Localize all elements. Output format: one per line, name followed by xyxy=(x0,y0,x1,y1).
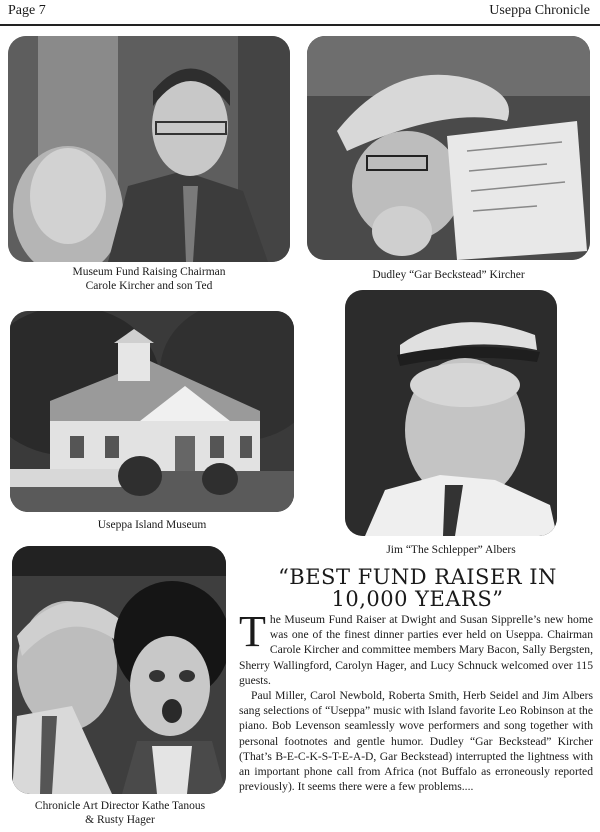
caption-photo-dudley-kircher: Dudley “Gar Beckstead” Kircher xyxy=(372,269,525,281)
caption-line: Museum Fund Raising Chairman xyxy=(72,266,226,278)
photo-carole-and-ted xyxy=(8,36,290,262)
photo-useppa-island-museum xyxy=(10,311,294,512)
photo-kathe-tanous-and-rusty-hager xyxy=(12,546,226,794)
page-number: Page 7 xyxy=(8,3,46,18)
headline-line: 10,000 YEARS” xyxy=(331,587,504,611)
header-rule xyxy=(0,24,600,26)
caption-photo-useppa-island-museum: Useppa Island Museum xyxy=(97,519,207,531)
photo-dudley-kircher xyxy=(307,36,590,260)
article-paragraph xyxy=(239,607,593,688)
caption-line: Carole Kircher and son Ted xyxy=(85,280,213,292)
drop-cap: T xyxy=(239,607,266,656)
caption-line: & Rusty Hager xyxy=(85,814,155,826)
article-headline xyxy=(240,566,595,610)
headline-line: “BEST FUND RAISER IN xyxy=(278,565,557,589)
caption-photo-jim-albers: Jim “The Schlepper” Albers xyxy=(386,544,516,556)
photo-jim-albers xyxy=(345,290,557,536)
publication-name: Useppa Chronicle xyxy=(489,3,590,18)
paragraph-text: he Museum Fund Raiser at Dwight and Susan Sipprelle’s new home was one of the finest dinner parties ever held on Useppa. Chairman Carole Kircher and committee members Mary Bacon, Sally Bergsten, Sherry Wallingford, Carolyn Hager, and Lucy Schnuck welcomed over 115 guests. xyxy=(239,613,593,687)
article-paragraph: Paul Miller, Carol Newbold, Roberta Smith, Herb Seidel and Jim Albers sang selections of “Useppa” music with Island favorite Leo Robinson at the piano. Bob Levenson seamlessly wove performers and song together with personal footnotes and gentle humor. Dudley “Gar Beckstead” Kircher (That’s B-E-C-K-S-T-E-A-D, Gar Beckstead) interrupted the lightness with an important phone call from Africa (not Buffalo as erroneously reported previously). It seems there were a few problems.... xyxy=(239,689,593,794)
caption-photo-kathe-tanous-and-rusty-hager xyxy=(0,799,240,827)
caption-line: Chronicle Art Director Kathe Tanous xyxy=(34,800,206,812)
caption-photo-carole-and-ted xyxy=(8,265,290,293)
article-body xyxy=(239,607,593,794)
